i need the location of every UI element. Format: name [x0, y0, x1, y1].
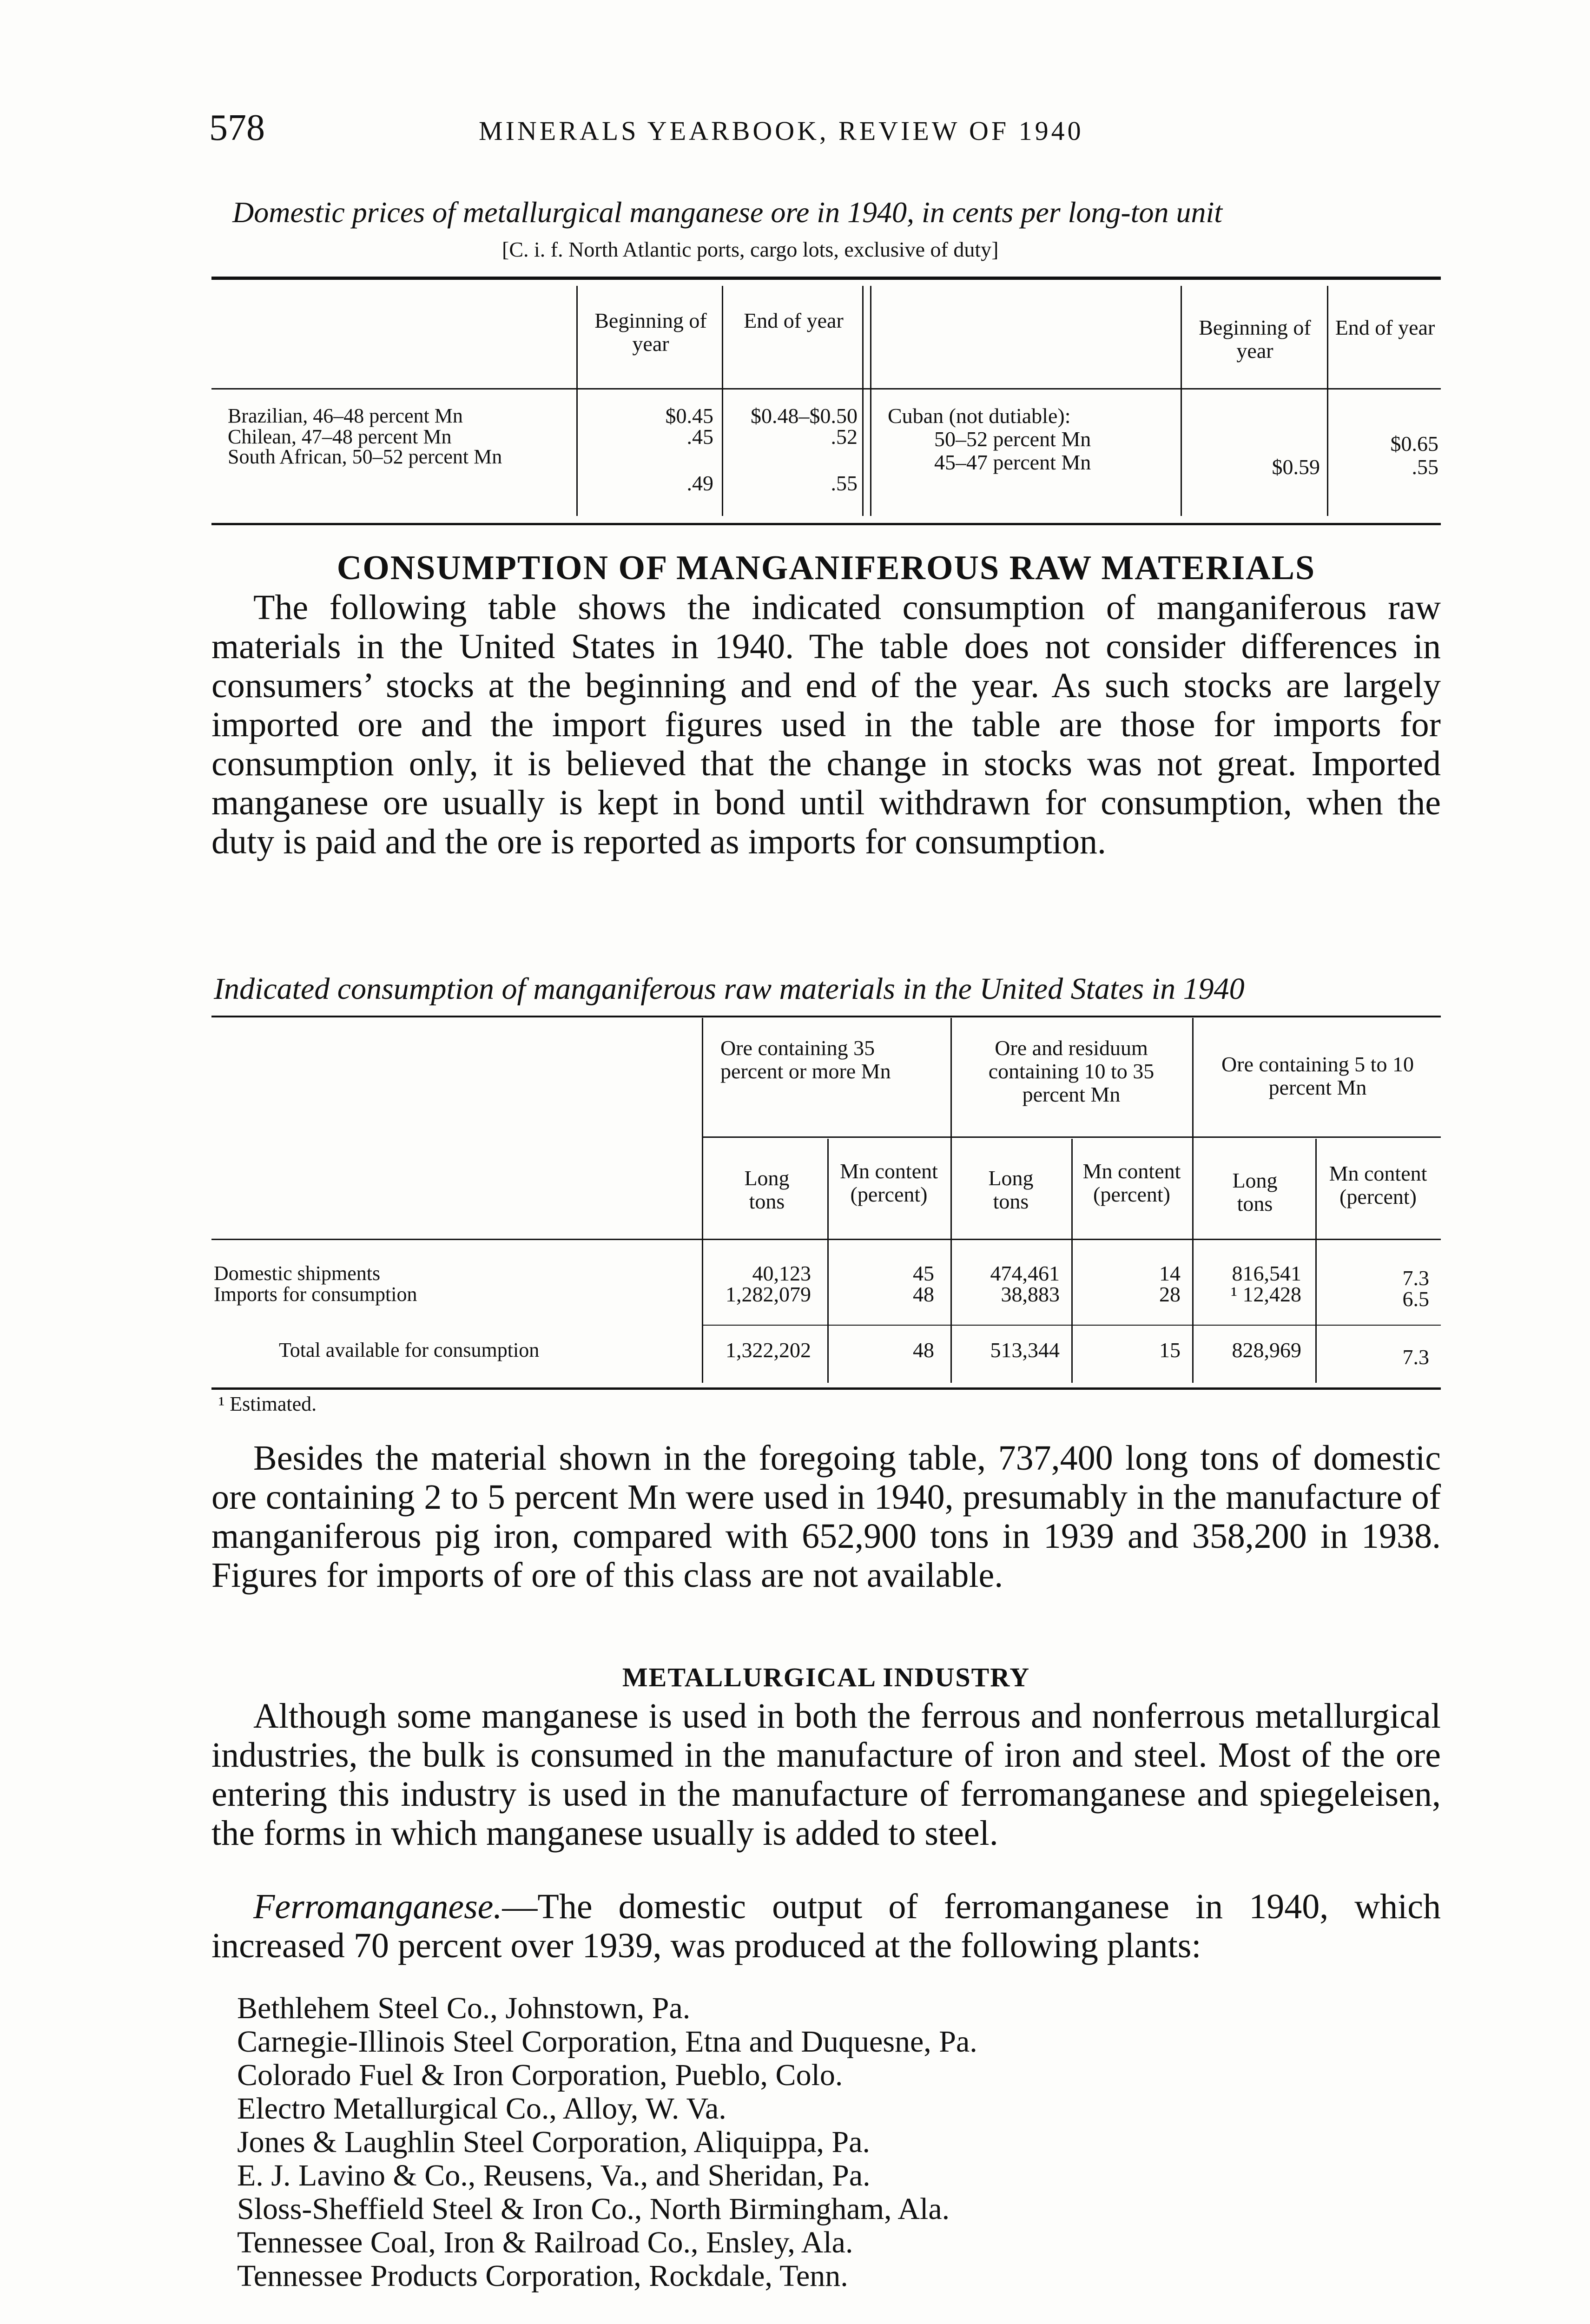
table-cell: 45	[913, 1261, 934, 1285]
group-header: Ore containing 5 to 10 percent Mn	[1221, 1052, 1414, 1099]
table-rule	[211, 388, 1441, 390]
row-label: Chilean, 47–48 percent Mn	[228, 425, 452, 448]
list-item: Bethlehem Steel Co., Johnstown, Pa.	[237, 1991, 691, 2025]
value-end: .55	[831, 471, 858, 495]
row-label: Brazilian, 46–48 percent Mn	[228, 404, 463, 427]
table-rule	[211, 1387, 1441, 1390]
table-rule	[1192, 1018, 1194, 1383]
subcolumn-header-long-tons: Long tons	[744, 1166, 790, 1213]
row-label: South African, 50–52 percent Mn	[228, 445, 502, 468]
list-item: Carnegie-Illinois Steel Corporation, Etna and Duquesne, Pa.	[237, 2025, 977, 2059]
table-cell: 14	[1159, 1261, 1181, 1285]
column-header-beginning: Beginning of year	[594, 309, 707, 356]
table-cell: 6.5	[1402, 1287, 1429, 1311]
table-rule	[870, 286, 871, 516]
table-cell: ¹ 12,428	[1231, 1282, 1301, 1306]
table-rule	[827, 1139, 829, 1383]
prices-table-note: [C. i. f. North Atlantic ports, cargo lots, exclusive of duty]	[502, 238, 999, 261]
subcolumn-header-mn-content: Mn content (percent)	[840, 1159, 938, 1206]
total-cell: 7.3	[1402, 1345, 1429, 1369]
table-rule	[1071, 1139, 1073, 1383]
table-rule	[211, 279, 1441, 280]
body-paragraph: The following table shows the indicated consumption of manganiferous raw materials in the United States in 1940. The table does not consider differences in consumers’ stocks at the beginning and end of the year. As such stocks are largely imported ore and the import figures used in the table are those for imports for consumption only, it is believed that the change in stocks was not great. Imported manganese ore usually is kept in bond until withdrawn for consumption, when the duty is paid and the ore is reported as imports for consumption.	[211, 588, 1441, 861]
row-label: 45–47 percent Mn	[934, 450, 1091, 474]
table-rule	[1181, 286, 1182, 516]
ferromanganese-text: —The domestic output of ferromanganese in 1940, which increased 70 percent over 1939, was produced at the following plants:	[211, 1887, 1441, 1965]
table-rule	[950, 1018, 952, 1383]
group-header: Ore containing 35 percent or more Mn	[720, 1036, 891, 1083]
list-item: E. J. Lavino & Co., Reusens, Va., and Sheridan, Pa.	[237, 2159, 871, 2192]
value-begin: .49	[686, 471, 713, 495]
row-label: Imports for consumption	[214, 1283, 417, 1306]
group-header: Ore and residuum containing 10 to 35 percent Mn	[988, 1036, 1155, 1106]
list-item: Tennessee Products Corporation, Rockdale, Tenn.	[237, 2259, 848, 2293]
consumption-table-caption: Indicated consumption of manganiferous raw materials in the United States in 1940	[214, 972, 1245, 1006]
table-rule	[702, 1018, 703, 1383]
column-header-end: End of year	[744, 309, 844, 332]
table-cell: 28	[1159, 1282, 1181, 1306]
list-item: Jones & Laughlin Steel Corporation, Aliquippa, Pa.	[237, 2125, 871, 2159]
list-item: Colorado Fuel & Iron Corporation, Pueblo, Colo.	[237, 2058, 843, 2092]
total-cell: 828,969	[1232, 1338, 1301, 1362]
table-rule	[211, 523, 1441, 525]
list-item: Sloss-Sheffield Steel & Iron Co., North Birmingham, Ala.	[237, 2192, 950, 2226]
prices-table-caption: Domestic prices of metallurgical manganese ore in 1940, in cents per long-ton unit	[232, 196, 1223, 229]
table-rule	[722, 286, 723, 516]
total-cell: 48	[913, 1338, 934, 1362]
table-cell: 48	[913, 1282, 934, 1306]
row-group-label: Cuban (not dutiable):	[888, 404, 1071, 428]
column-header-end: End of year	[1335, 316, 1435, 339]
column-header-beginning: Beginning of year	[1199, 316, 1311, 363]
value-end: $0.65	[1390, 432, 1438, 456]
value-end: .52	[831, 425, 858, 449]
list-item: Tennessee Coal, Iron & Railroad Co., Ensley, Ala.	[237, 2225, 853, 2259]
running-title: MINERALS YEARBOOK, REVIEW OF 1940	[479, 116, 1084, 146]
value-end: $0.48–$0.50	[751, 404, 858, 428]
page-number: 578	[209, 107, 265, 148]
running-head	[209, 107, 1441, 158]
value-begin: $0.45	[665, 404, 713, 428]
ferromanganese-lead: Ferromanganese.	[253, 1887, 502, 1926]
total-cell: 1,322,202	[726, 1338, 811, 1362]
list-item: Electro Metallurgical Co., Alloy, W. Va.	[237, 2092, 726, 2126]
table-cell: 474,461	[990, 1261, 1060, 1285]
body-paragraph: Besides the material shown in the foregoing table, 737,400 long tons of domestic ore containing 2 to 5 percent Mn were used in 1940, presumably in the manufacture of manganiferous pig iron, compared with 652,900 tons in 1939 and 358,200 in 1938. Figures for imports of ore of this class are not available.	[211, 1439, 1441, 1595]
table-footnote: ¹ Estimated.	[218, 1393, 317, 1415]
table-rule	[702, 1136, 1441, 1138]
table-cell: 1,282,079	[726, 1282, 811, 1306]
total-cell: 513,344	[990, 1338, 1060, 1362]
table-rule	[862, 286, 864, 516]
subcolumn-header-long-tons: Long tons	[988, 1166, 1034, 1213]
row-label: 50–52 percent Mn	[934, 427, 1091, 451]
total-row-label: Total available for consumption	[279, 1339, 540, 1361]
value-begin: .45	[686, 425, 713, 449]
section-heading: METALLURGICAL INDUSTRY	[622, 1662, 1030, 1692]
section-heading: CONSUMPTION OF MANGANIFEROUS RAW MATERIALS	[336, 549, 1316, 587]
ferromanganese-paragraph	[211, 1887, 1441, 1965]
table-rule	[211, 1016, 1441, 1017]
body-paragraph: Although some manganese is used in both the ferrous and nonferrous metallurgical industries, the bulk is consumed in the manufacture of iron and steel. Most of the ore entering this industry is used in the manufacture of ferromanganese and spiegeleisen, the forms in which manganese usually is added to steel.	[211, 1697, 1441, 1853]
value-begin: $0.59	[1272, 455, 1320, 479]
table-cell: 816,541	[1232, 1261, 1301, 1285]
subcolumn-header-mn-content: Mn content (percent)	[1329, 1162, 1427, 1208]
table-cell: 7.3	[1402, 1266, 1429, 1290]
subcolumn-header-mn-content: Mn content (percent)	[1082, 1159, 1181, 1206]
plant-list	[237, 1992, 1445, 2293]
table-rule	[1315, 1139, 1317, 1383]
table-cell: 40,123	[752, 1261, 811, 1285]
total-cell: 15	[1159, 1338, 1181, 1362]
value-end: .55	[1412, 455, 1438, 479]
table-rule	[576, 286, 578, 516]
table-cell: 38,883	[1001, 1282, 1060, 1306]
subcolumn-header-long-tons: Long tons	[1232, 1169, 1278, 1215]
table-rule	[211, 1239, 1441, 1240]
row-label: Domestic shipments	[214, 1262, 381, 1285]
table-rule	[1327, 286, 1328, 516]
